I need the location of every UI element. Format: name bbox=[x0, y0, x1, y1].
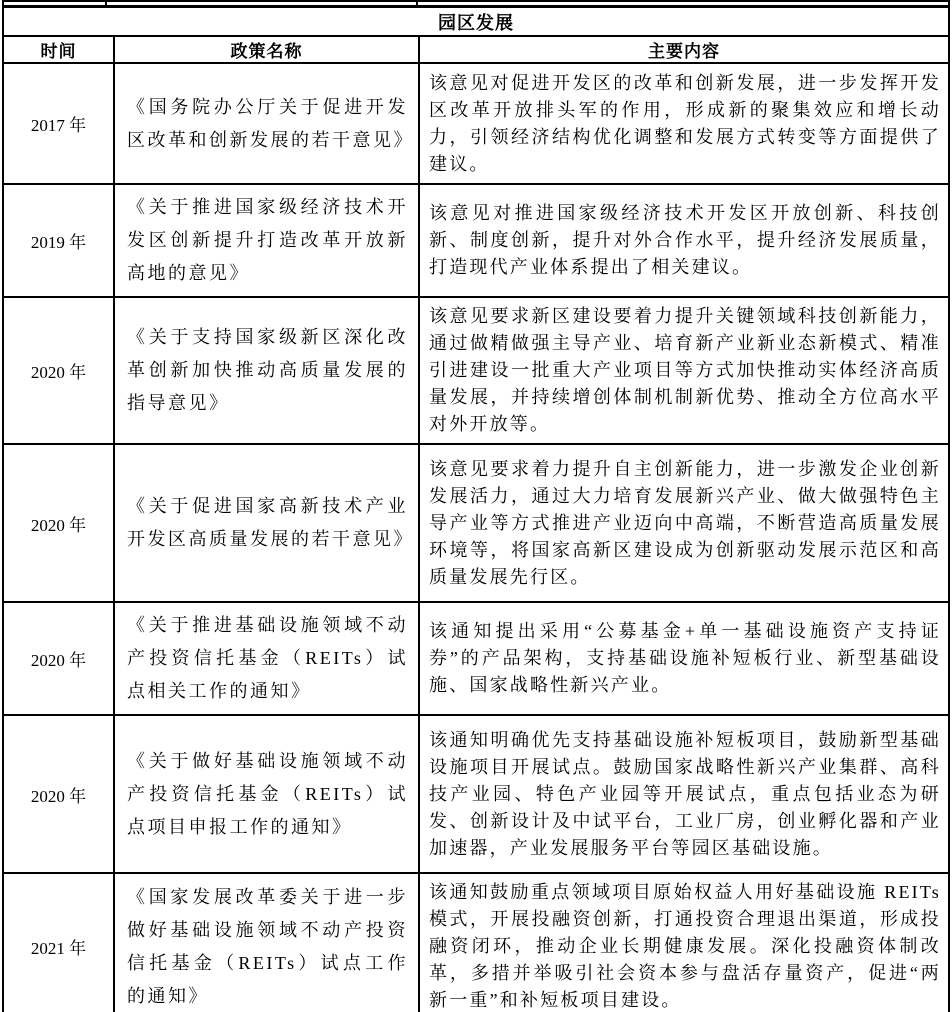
fragment-cell bbox=[4, 2, 107, 5]
content-cell: 该意见对推进国家级经济技术开发区开放创新、科技创新、制度创新，提升对外合作水平，提升经济发展质量，打造现代产业体系提出了相关建议。 bbox=[429, 203, 941, 277]
table-row bbox=[4, 445, 948, 603]
time-cell: 2020 年 bbox=[4, 716, 115, 872]
policy-name-cell: 《关于推进国家级经济技术开发区创新提升打造改革开放新高地的意见》 bbox=[115, 185, 420, 296]
header-main-content: 主要内容 bbox=[648, 42, 720, 61]
table-row bbox=[4, 185, 948, 298]
table-header-row bbox=[4, 37, 948, 64]
header-time: 时间 bbox=[4, 37, 115, 62]
content-cell: 该意见对促进开发区的改革和创新发展，进一步发挥开发区改革开放排头军的作用，形成新的聚集效应和增长动力，引领经济结构优化调整和发展方式转变等方面提供了建议。 bbox=[429, 72, 941, 174]
content-cell: 该通知明确优先支持基础设施补短板项目，鼓励新型基础设施项目开展试点。鼓励国家战略性新兴产业集群、高科技产业园、特色产业园等开展试点，重点包括业态为研发、创新设计及中试平台，工业厂房，创业孵化器和产业加速器，产业发展服务平台等园区基础设施。 bbox=[429, 729, 941, 858]
fragment-cell bbox=[418, 2, 948, 5]
time-cell: 2020 年 bbox=[4, 603, 115, 714]
table-row bbox=[4, 64, 948, 185]
time-cell: 2020 年 bbox=[4, 445, 115, 601]
time-cell: 2017 年 bbox=[4, 64, 115, 183]
table-row bbox=[4, 874, 948, 1012]
table-row bbox=[4, 716, 948, 874]
table-row bbox=[4, 603, 948, 716]
content-cell: 该通知鼓励重点领域项目原始权益人用好基础设施 REITs 模式，开展投融资创新，打通投资合理退出渠道，形成投融资闭环，推动企业长期健康发展。深化投融资体制改革，多措并举吸引社会资本参与盘活存量资产，促进“两新一重”和补短板项目建设。 bbox=[429, 882, 941, 1010]
policy-name-cell: 《关于支持国家级新区深化改革创新加快推动高质量发展的指导意见》 bbox=[115, 298, 420, 443]
section-title bbox=[4, 8, 948, 37]
policy-table bbox=[2, 0, 950, 1012]
content-cell: 该通知提出采用“公募基金+单一基础设施资产支持证券”的产品架构，支持基础设施补短板行业、新型基础设施、国家战略性新兴产业。 bbox=[429, 621, 941, 695]
time-cell: 2021 年 bbox=[4, 874, 115, 1012]
time-cell: 2020 年 bbox=[4, 298, 115, 443]
content-cell: 该意见要求着力提升自主创新能力，进一步激发企业创新发展活力，通过大力培育发展新兴产业、做大做强特色主导产业等方式推进产业迈向中高端，不断营造高质量发展环境等，将国家高新区建设成为创新驱动发展示范区和高质量发展先行区。 bbox=[429, 458, 941, 587]
fragment-cell bbox=[107, 2, 418, 5]
policy-name-cell: 《关于做好基础设施领域不动产投资信托基金（REITs）试点项目申报工作的通知》 bbox=[115, 716, 420, 872]
table-row bbox=[4, 298, 948, 445]
policy-name-cell: 《国务院办公厅关于促进开发区改革和创新发展的若干意见》 bbox=[115, 64, 420, 183]
policy-name-cell: 《国家发展改革委关于进一步做好基础设施领域不动产投资信托基金（REITs）试点工作的通知》 bbox=[115, 874, 420, 1012]
time-cell: 2019 年 bbox=[4, 185, 115, 296]
policy-name-cell: 《关于促进国家高新技术产业开发区高质量发展的若干意见》 bbox=[115, 445, 420, 601]
header-policy-name: 政策名称 bbox=[115, 37, 420, 62]
section-title-text: 园区发展 bbox=[438, 12, 514, 33]
policy-name-cell: 《关于推进基础设施领域不动产投资信托基金（REITs）试点相关工作的通知》 bbox=[115, 603, 420, 714]
content-cell: 该意见要求新区建设要着力提升关键领域科技创新能力，通过做精做强主导产业、培育新产业新业态新模式、精准引进建设一批重大产业项目等方式加快推动实体经济高质量发展，并持续增创体制机制新优势、推动全方位高水平对外开放等。 bbox=[429, 306, 941, 434]
